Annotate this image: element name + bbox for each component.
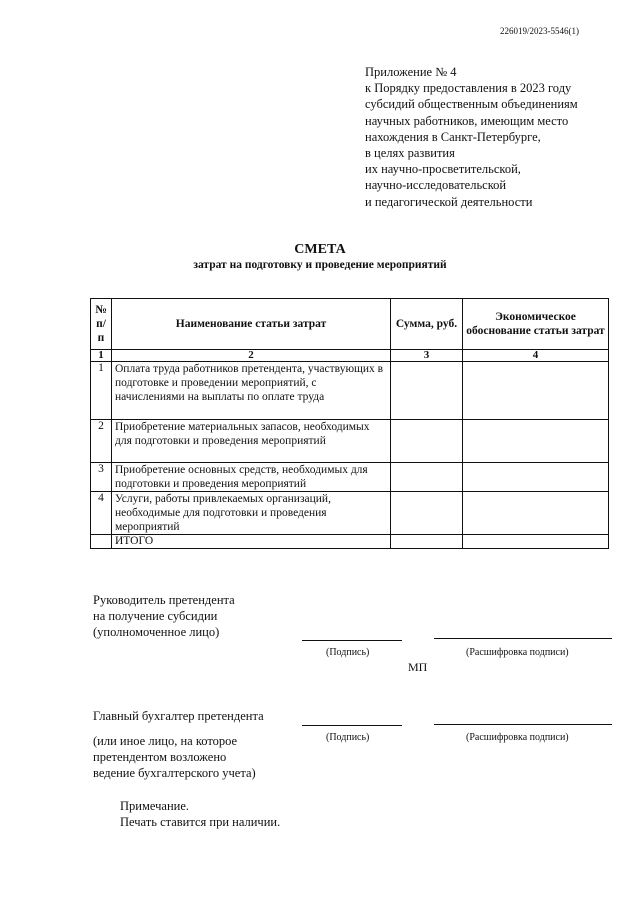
- head-decryption-line: [434, 638, 612, 639]
- table-row: [91, 463, 609, 492]
- header-name: Наименование статьи затрат: [112, 299, 391, 350]
- accountant-sublabel: [93, 733, 256, 781]
- row-number: 4: [91, 492, 112, 535]
- row-name: Приобретение материальных запасов, необходимых для подготовки и проведения мероприятий: [112, 420, 391, 463]
- document-number: 226019/2023-5546(1): [500, 26, 579, 36]
- total-basis-cell: [463, 535, 609, 549]
- head-line: Руководитель претендента: [93, 593, 235, 607]
- appendix-header: [365, 64, 625, 210]
- row-number: 1: [91, 362, 112, 420]
- row-sum: [391, 362, 463, 420]
- column-number: 3: [391, 350, 463, 362]
- appendix-line: Приложение № 4: [365, 65, 457, 79]
- table-row: [91, 420, 609, 463]
- accountant-sub-line: претендентом возложено: [93, 750, 227, 764]
- document-title: СМЕТА: [294, 242, 346, 257]
- header-basis: Экономическое обоснование статьи затрат: [463, 299, 609, 350]
- row-name: Услуги, работы привлекаемых организаций, необходимые для подготовки и проведения мероприятий: [112, 492, 391, 535]
- total-number-cell: [91, 535, 112, 549]
- note-text: Печать ставится при наличии.: [120, 815, 281, 829]
- head-decryption-caption: (Расшифровка подписи): [466, 647, 569, 658]
- note: [120, 798, 280, 830]
- total-row: [91, 535, 609, 549]
- head-signature-caption: (Подпись): [326, 647, 370, 658]
- header-number: № п/п: [91, 299, 112, 350]
- appendix-line: к Порядку предоставления в 2023 году: [365, 81, 572, 96]
- appendix-line: научно-исследовательской: [365, 178, 507, 193]
- row-sum: [391, 463, 463, 492]
- stamp-place: МП: [408, 660, 428, 674]
- row-number: 2: [91, 420, 112, 463]
- note-title: Примечание.: [120, 799, 190, 813]
- head-line: на получение субсидии: [93, 609, 218, 623]
- row-basis: [463, 420, 609, 463]
- row-name: Приобретение основных средств, необходимых для подготовки и проведения мероприятий: [112, 463, 391, 492]
- accountant-sub-line: ведение бухгалтерского учета): [93, 766, 256, 780]
- document-subtitle: затрат на подготовку и проведение мероприятий: [193, 259, 447, 271]
- appendix-line: в целях развития: [365, 146, 455, 161]
- table-row: [91, 492, 609, 535]
- header-sum: Сумма, руб.: [391, 299, 463, 350]
- accountant-decryption-line: [434, 724, 612, 725]
- head-signatory-label: [93, 592, 235, 640]
- row-basis: [463, 463, 609, 492]
- appendix-line: их научно-просветительской,: [365, 162, 521, 177]
- row-number: 3: [91, 463, 112, 492]
- accountant-decryption-caption: (Расшифровка подписи): [466, 732, 569, 743]
- table-header-row: [91, 299, 609, 350]
- appendix-line: нахождения в Санкт-Петербурге,: [365, 129, 541, 144]
- appendix-line: научных работников, имеющим место: [365, 113, 569, 128]
- accountant-signature-caption: (Подпись): [326, 732, 370, 743]
- accountant-sub-line: (или иное лицо, на которое: [93, 734, 238, 748]
- row-sum: [391, 492, 463, 535]
- column-number: 1: [91, 350, 112, 362]
- head-line: (уполномоченное лицо): [93, 625, 220, 639]
- accountant-signature-line: [302, 725, 402, 726]
- row-name: Оплата труда работников претендента, участвующих в подготовке и проведении мероприятий, с начислениями на выплаты по оплате труда: [112, 362, 391, 420]
- row-basis: [463, 362, 609, 420]
- accountant-label: Главный бухгалтер претендента: [93, 709, 264, 723]
- table-row: [91, 362, 609, 420]
- column-number: 2: [112, 350, 391, 362]
- appendix-line: субсидий общественным объединениям: [365, 97, 578, 112]
- total-label: ИТОГО: [112, 535, 391, 549]
- row-sum: [391, 420, 463, 463]
- estimate-table: [90, 298, 609, 549]
- total-sum-cell: [391, 535, 463, 549]
- column-number: 4: [463, 350, 609, 362]
- row-basis: [463, 492, 609, 535]
- column-numbers-row: [91, 350, 609, 362]
- head-signature-line: [302, 640, 402, 641]
- appendix-line: и педагогической деятельности: [365, 194, 533, 209]
